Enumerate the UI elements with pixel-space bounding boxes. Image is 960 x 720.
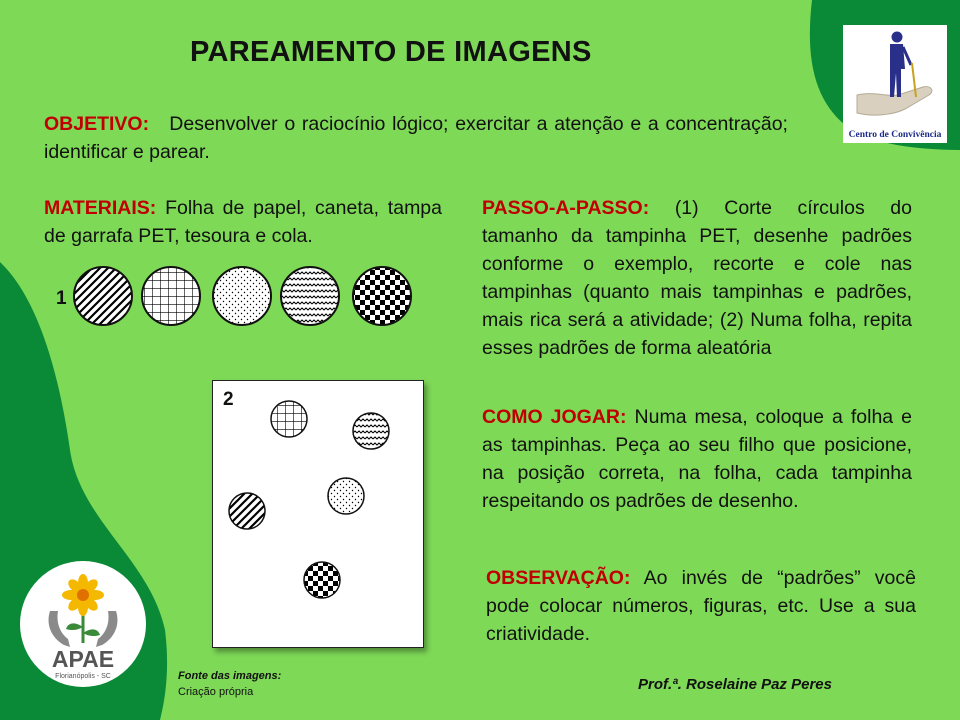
sheet-circle-checker <box>304 562 340 598</box>
steps-text: (1) Corte círculos do tamanho da tampinha PET, desenhe padrões conforme o exemplo, recorte e cole nas tampinhas (quanto mais tampinhas e padrões, mais rica será a atividade; (2) Numa folha, repita esses padrões de forma aleatória <box>482 197 912 359</box>
materials-paragraph <box>44 194 442 250</box>
how-to-play-paragraph <box>482 403 912 515</box>
pattern-circle-zigzag <box>281 267 339 325</box>
materials-text: Folha de papel, caneta, tampa de garrafa PET, tesoura e cola. <box>44 197 442 247</box>
sheet-circle-diagonal <box>229 493 265 529</box>
apae-logo-city: Florianópolis - SC <box>55 673 111 680</box>
figure-label-2: 2 <box>223 389 234 410</box>
steps-label: PASSO-A-PASSO: <box>482 197 650 219</box>
objective-paragraph <box>44 110 788 166</box>
how-to-play-text: Numa mesa, coloque a folha e as tampinhas. Peça ao seu filho que posicione, na posição correta, na folha, cada tampinha respeitando os padrões de desenho. <box>482 406 912 512</box>
objective-label: OBJETIVO: <box>44 113 150 135</box>
cc-logo-caption: Centro de Convivência <box>848 130 942 140</box>
observation-text: Ao invés de “padrões” você pode colocar números, figuras, etc. Use a sua criatividade. <box>486 567 916 645</box>
elderly-person-on-hand-icon <box>843 25 947 143</box>
sheet-circle-zigzag <box>353 413 389 449</box>
figure-label-1: 1 <box>56 288 67 309</box>
sheet-patterns <box>213 381 423 647</box>
objective-text: Desenvolver o raciocínio lógico; exercitar a atenção e a concentração; identificar e parear. <box>44 113 788 163</box>
pattern-circle-checker <box>353 267 411 325</box>
author-credit: Prof.ª. Roselaine Paz Peres <box>638 676 832 693</box>
sheet-circle-dots <box>328 478 364 514</box>
example-sheet <box>212 380 424 648</box>
image-source <box>178 668 281 700</box>
image-source-label: Fonte das imagens: <box>178 670 282 682</box>
apae-logo-name: APAE <box>51 646 115 672</box>
page-title: PAREAMENTO DE IMAGENS <box>190 36 592 68</box>
sheet-circle-grid <box>271 401 307 437</box>
pattern-circle-grid <box>142 267 200 325</box>
sunflower-hands-icon <box>20 561 146 687</box>
materials-label: MATERIAIS: <box>44 197 157 219</box>
observation-paragraph <box>486 564 916 648</box>
centro-convivencia-logo <box>843 25 947 143</box>
steps-paragraph <box>482 194 912 362</box>
observation-label: OBSERVAÇÃO: <box>486 567 631 589</box>
how-to-play-label: COMO JOGAR: <box>482 406 627 428</box>
image-source-text: Criação própria <box>178 686 254 698</box>
pattern-circle-diagonal <box>74 267 132 325</box>
pattern-circle-dots <box>213 267 271 325</box>
apae-logo <box>20 561 146 687</box>
